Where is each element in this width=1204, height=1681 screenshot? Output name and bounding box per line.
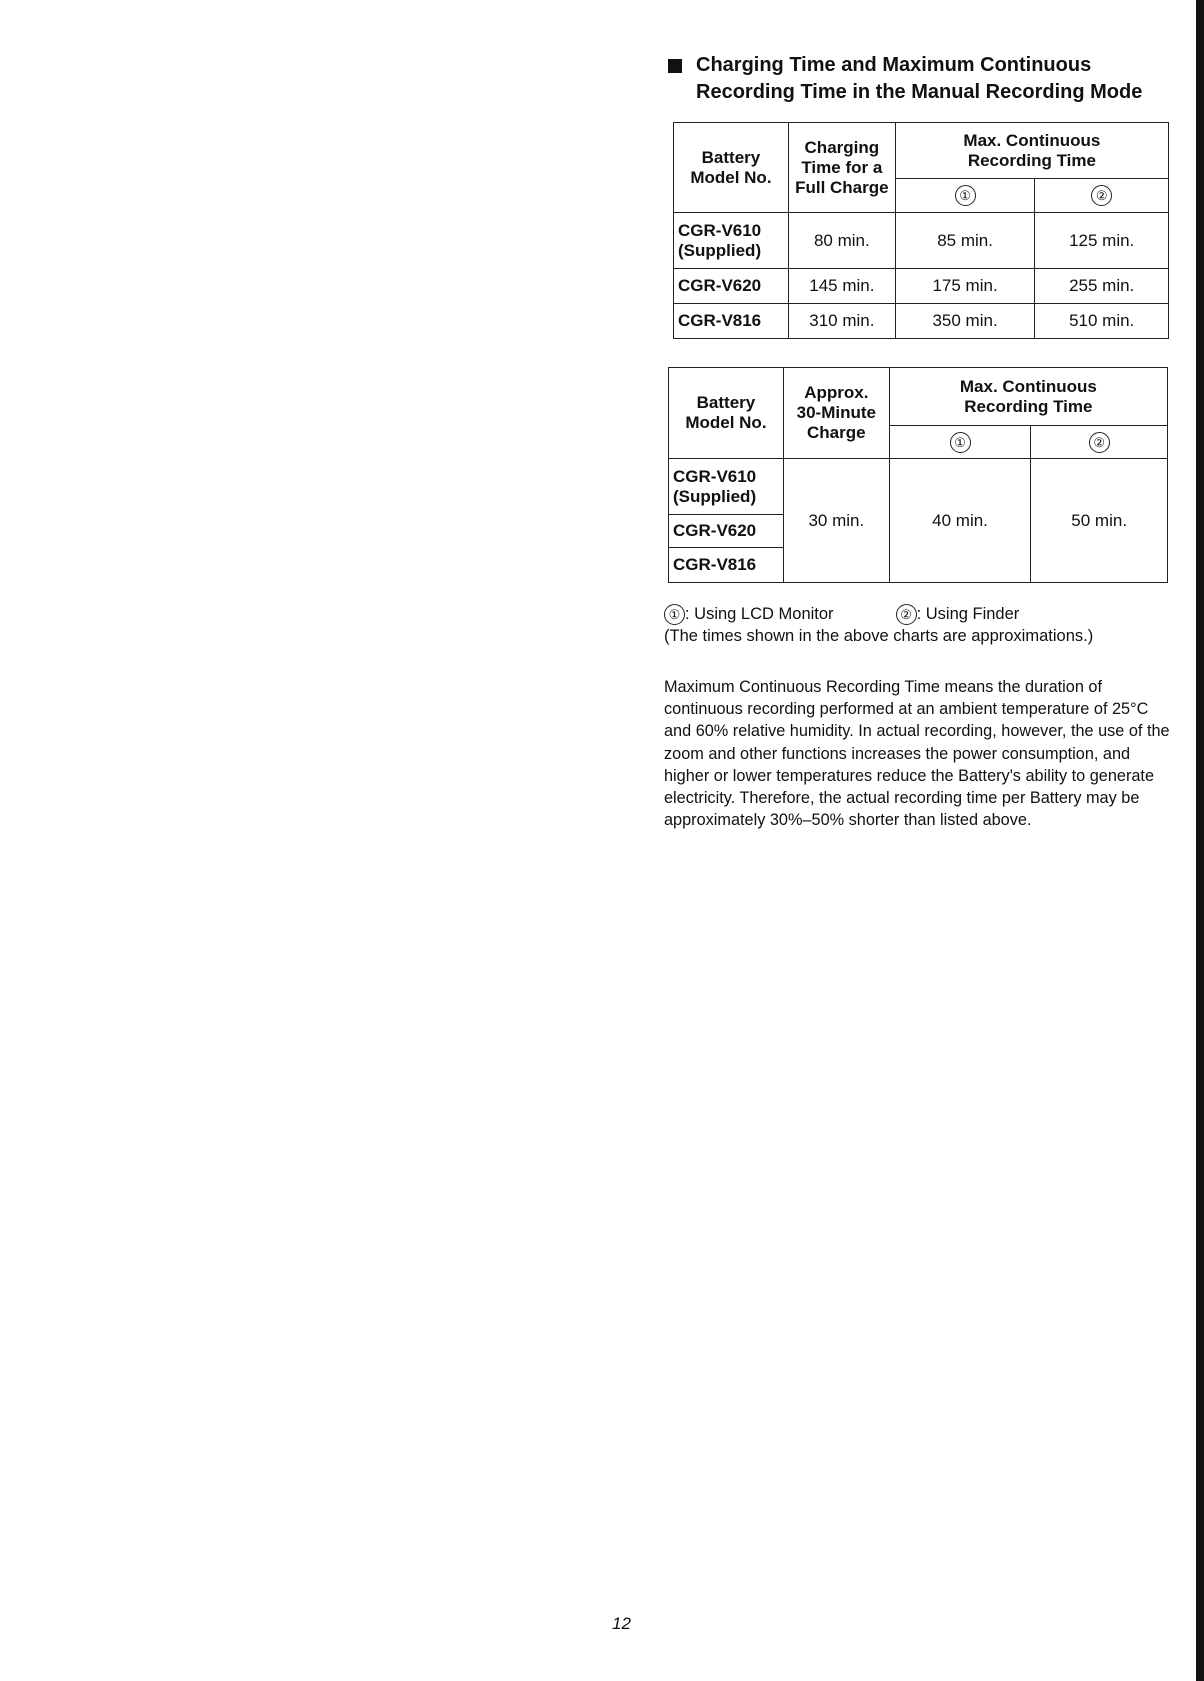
thirty-minute-charge-table bbox=[668, 367, 1168, 583]
circled-two-icon: ② bbox=[1089, 432, 1110, 453]
finder-time-value: 50 min. bbox=[1031, 459, 1168, 583]
explanation-paragraph: Maximum Continuous Recording Time means the duration of continuous recording performed at an ambient temperature of 25°C and 60% relative humidity. In actual recording, however, the use of the zoom and other functions increases the power consumption, and higher or lower temperatures reduce the Battery's ability to generate electricity. Therefore, the actual recording time per Battery may be approximately 30%–50% shorter than listed above. bbox=[664, 678, 1170, 830]
legend-item-lcd: ① : Using LCD Monitor bbox=[664, 603, 834, 625]
page-number: 12 bbox=[612, 1614, 631, 1633]
charge-value: 30 min. bbox=[783, 459, 889, 583]
table-row: CGR-V620 145 min. 175 min. 255 min. bbox=[674, 269, 1169, 304]
header-max-recording-2: Max. Continuous Recording Time bbox=[889, 368, 1167, 426]
header-max-recording: Max. Continuous Recording Time bbox=[895, 123, 1168, 179]
circled-one-icon: ① bbox=[950, 432, 971, 453]
header-battery-model-2: Battery Model No. bbox=[669, 368, 784, 459]
circled-two-icon: ② bbox=[896, 604, 917, 625]
legend-item-finder: ② : Using Finder bbox=[896, 603, 1020, 625]
section-heading bbox=[668, 52, 1174, 106]
page-edge-bar bbox=[1196, 0, 1204, 1681]
header-battery-model: Battery Model No. bbox=[674, 123, 789, 213]
header-finder bbox=[1035, 179, 1169, 213]
header-30-minute-charge: Approx. 30-Minute Charge bbox=[783, 368, 889, 459]
table-row: CGR-V610 (Supplied) 30 min. 40 min. 50 min. bbox=[669, 459, 1168, 515]
square-bullet-icon bbox=[668, 59, 682, 73]
table-row: CGR-V816 310 min. 350 min. 510 min. bbox=[674, 304, 1169, 339]
circled-two-icon: ② bbox=[1091, 185, 1112, 206]
table-row: CGR-V816 bbox=[669, 548, 1168, 583]
lcd-time-value: 40 min. bbox=[889, 459, 1031, 583]
header-lcd-monitor bbox=[895, 179, 1035, 213]
legend-note: (The times shown in the above charts are approximations.) bbox=[664, 627, 1094, 645]
header-lcd-monitor-2 bbox=[889, 426, 1031, 459]
table-row: CGR-V620 bbox=[669, 515, 1168, 548]
header-finder-2 bbox=[1031, 426, 1168, 459]
table-row: CGR-V610 (Supplied) 80 min. 85 min. 125 min. bbox=[674, 213, 1169, 269]
legend bbox=[664, 603, 1184, 647]
heading-line-2: Recording Time in the Manual Recording Mode bbox=[696, 81, 1143, 103]
circled-one-icon: ① bbox=[955, 185, 976, 206]
full-charge-table bbox=[673, 122, 1169, 339]
header-charging-time: Charging Time for a Full Charge bbox=[788, 123, 895, 213]
circled-one-icon: ① bbox=[664, 604, 685, 625]
heading-line-1: Charging Time and Maximum Continuous bbox=[696, 54, 1092, 76]
